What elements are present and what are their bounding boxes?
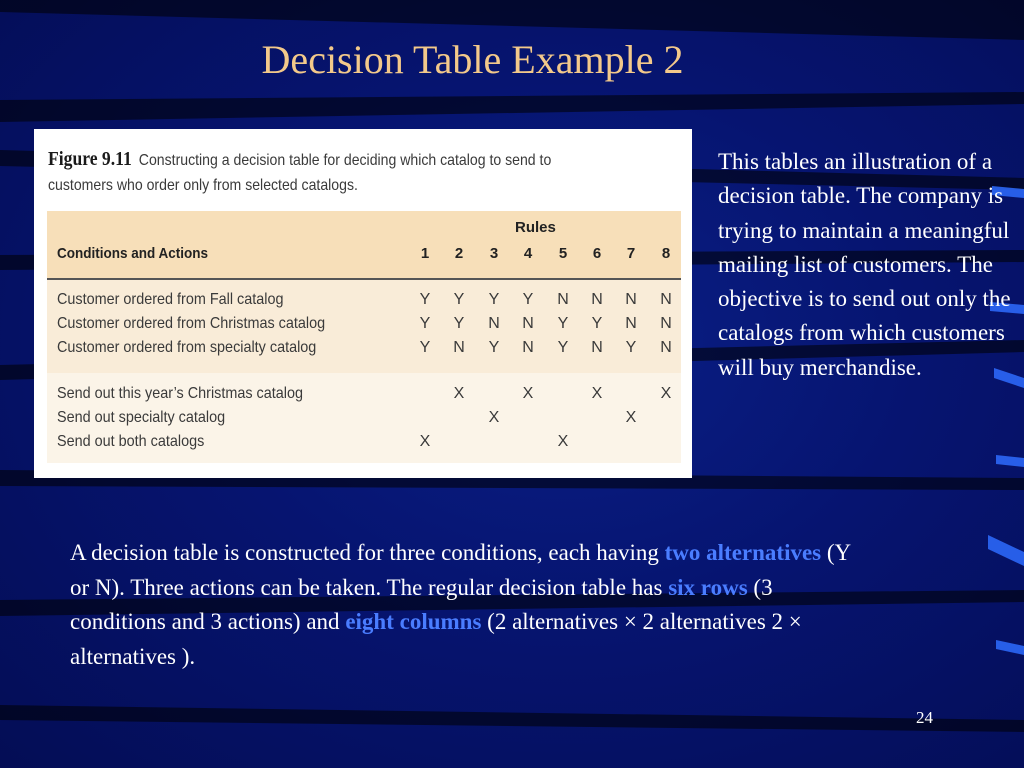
- condition-cell: Y: [453, 315, 465, 332]
- decision-table: [47, 211, 681, 463]
- page-number: 24: [916, 708, 933, 727]
- side-description: This tables an illustration of a decision table. The company is trying to maintain a meaningful mailing list of customers. The objective is to send out only the catalogs from which customers will buy merchandise.: [718, 149, 1011, 380]
- figure-decision-table: [34, 129, 692, 478]
- action-cell: X: [625, 409, 637, 426]
- condition-cell: Y: [419, 315, 431, 332]
- condition-cell: Y: [419, 291, 431, 308]
- condition-cell: Y: [591, 315, 603, 332]
- action-cell: X: [453, 385, 465, 402]
- body-text-part: A decision table is constructed for three conditions, each having: [70, 540, 665, 565]
- action-label: Send out specialty catalog: [57, 409, 226, 426]
- rule-number-6: 6: [592, 245, 602, 262]
- rule-number-3: 3: [489, 245, 499, 262]
- condition-cell: N: [660, 315, 672, 332]
- conditions-actions-header: Conditions and Actions: [57, 245, 209, 262]
- condition-cell: N: [625, 291, 637, 308]
- condition-cell: N: [557, 291, 569, 308]
- rule-number-4: 4: [523, 245, 533, 262]
- condition-cell: Y: [453, 291, 465, 308]
- rule-number-2: 2: [454, 245, 464, 262]
- action-cell: X: [557, 433, 569, 450]
- body-text-part: (Y or N). Three actions can be taken. The regular decision table has: [70, 540, 851, 600]
- figure-caption: [48, 147, 602, 198]
- condition-cell: Y: [522, 291, 534, 308]
- condition-cell: Y: [625, 339, 637, 356]
- body-text-part: (2 alternatives × 2 alternatives 2 × alternatives ).: [70, 609, 802, 669]
- action-cell: X: [660, 385, 672, 402]
- rule-number-1: 1: [420, 245, 430, 262]
- condition-cell: Y: [419, 339, 431, 356]
- body-text-part: (3 conditions and 3 actions) and: [70, 574, 773, 635]
- condition-label: Customer ordered from specialty catalog: [57, 339, 317, 356]
- action-cell: X: [488, 409, 500, 426]
- condition-cell: N: [591, 339, 603, 356]
- condition-cell: N: [453, 339, 465, 356]
- condition-cell: Y: [488, 291, 500, 308]
- slide-title: Decision Table Example 2: [261, 37, 684, 82]
- condition-cell: Y: [488, 339, 500, 356]
- condition-cell: N: [522, 339, 534, 356]
- action-label: Send out both catalogs: [57, 433, 205, 450]
- condition-label: Customer ordered from Christmas catalog: [57, 315, 326, 332]
- highlight-six-rows: six rows: [668, 574, 748, 600]
- condition-cell: N: [660, 291, 672, 308]
- action-label: Send out this year’s Christmas catalog: [57, 385, 303, 402]
- rule-number-7: 7: [626, 245, 636, 262]
- condition-cell: N: [625, 315, 637, 332]
- rules-header: Rules: [515, 219, 556, 236]
- action-cell: X: [591, 385, 603, 402]
- figure-caption-text: Constructing a decision table for deciding which catalog to send to customers who order only from selected catalogs.: [48, 152, 552, 194]
- action-cell: X: [522, 385, 534, 402]
- condition-cell: N: [591, 291, 603, 308]
- figure-label: Figure 9.11: [48, 148, 132, 170]
- rule-number-8: 8: [661, 245, 671, 262]
- header-divider: [47, 278, 681, 280]
- condition-cell: N: [522, 315, 534, 332]
- highlight-eight-columns: eight columns: [345, 609, 482, 635]
- rule-number-5: 5: [558, 245, 568, 262]
- condition-cell: Y: [557, 315, 569, 332]
- condition-label: Customer ordered from Fall catalog: [57, 291, 284, 308]
- condition-cell: Y: [557, 339, 569, 356]
- action-cell: X: [419, 433, 431, 450]
- condition-cell: N: [488, 315, 500, 332]
- condition-cell: N: [660, 339, 672, 356]
- body-paragraph: [70, 536, 870, 674]
- highlight-two-alternatives: two alternatives: [664, 540, 822, 565]
